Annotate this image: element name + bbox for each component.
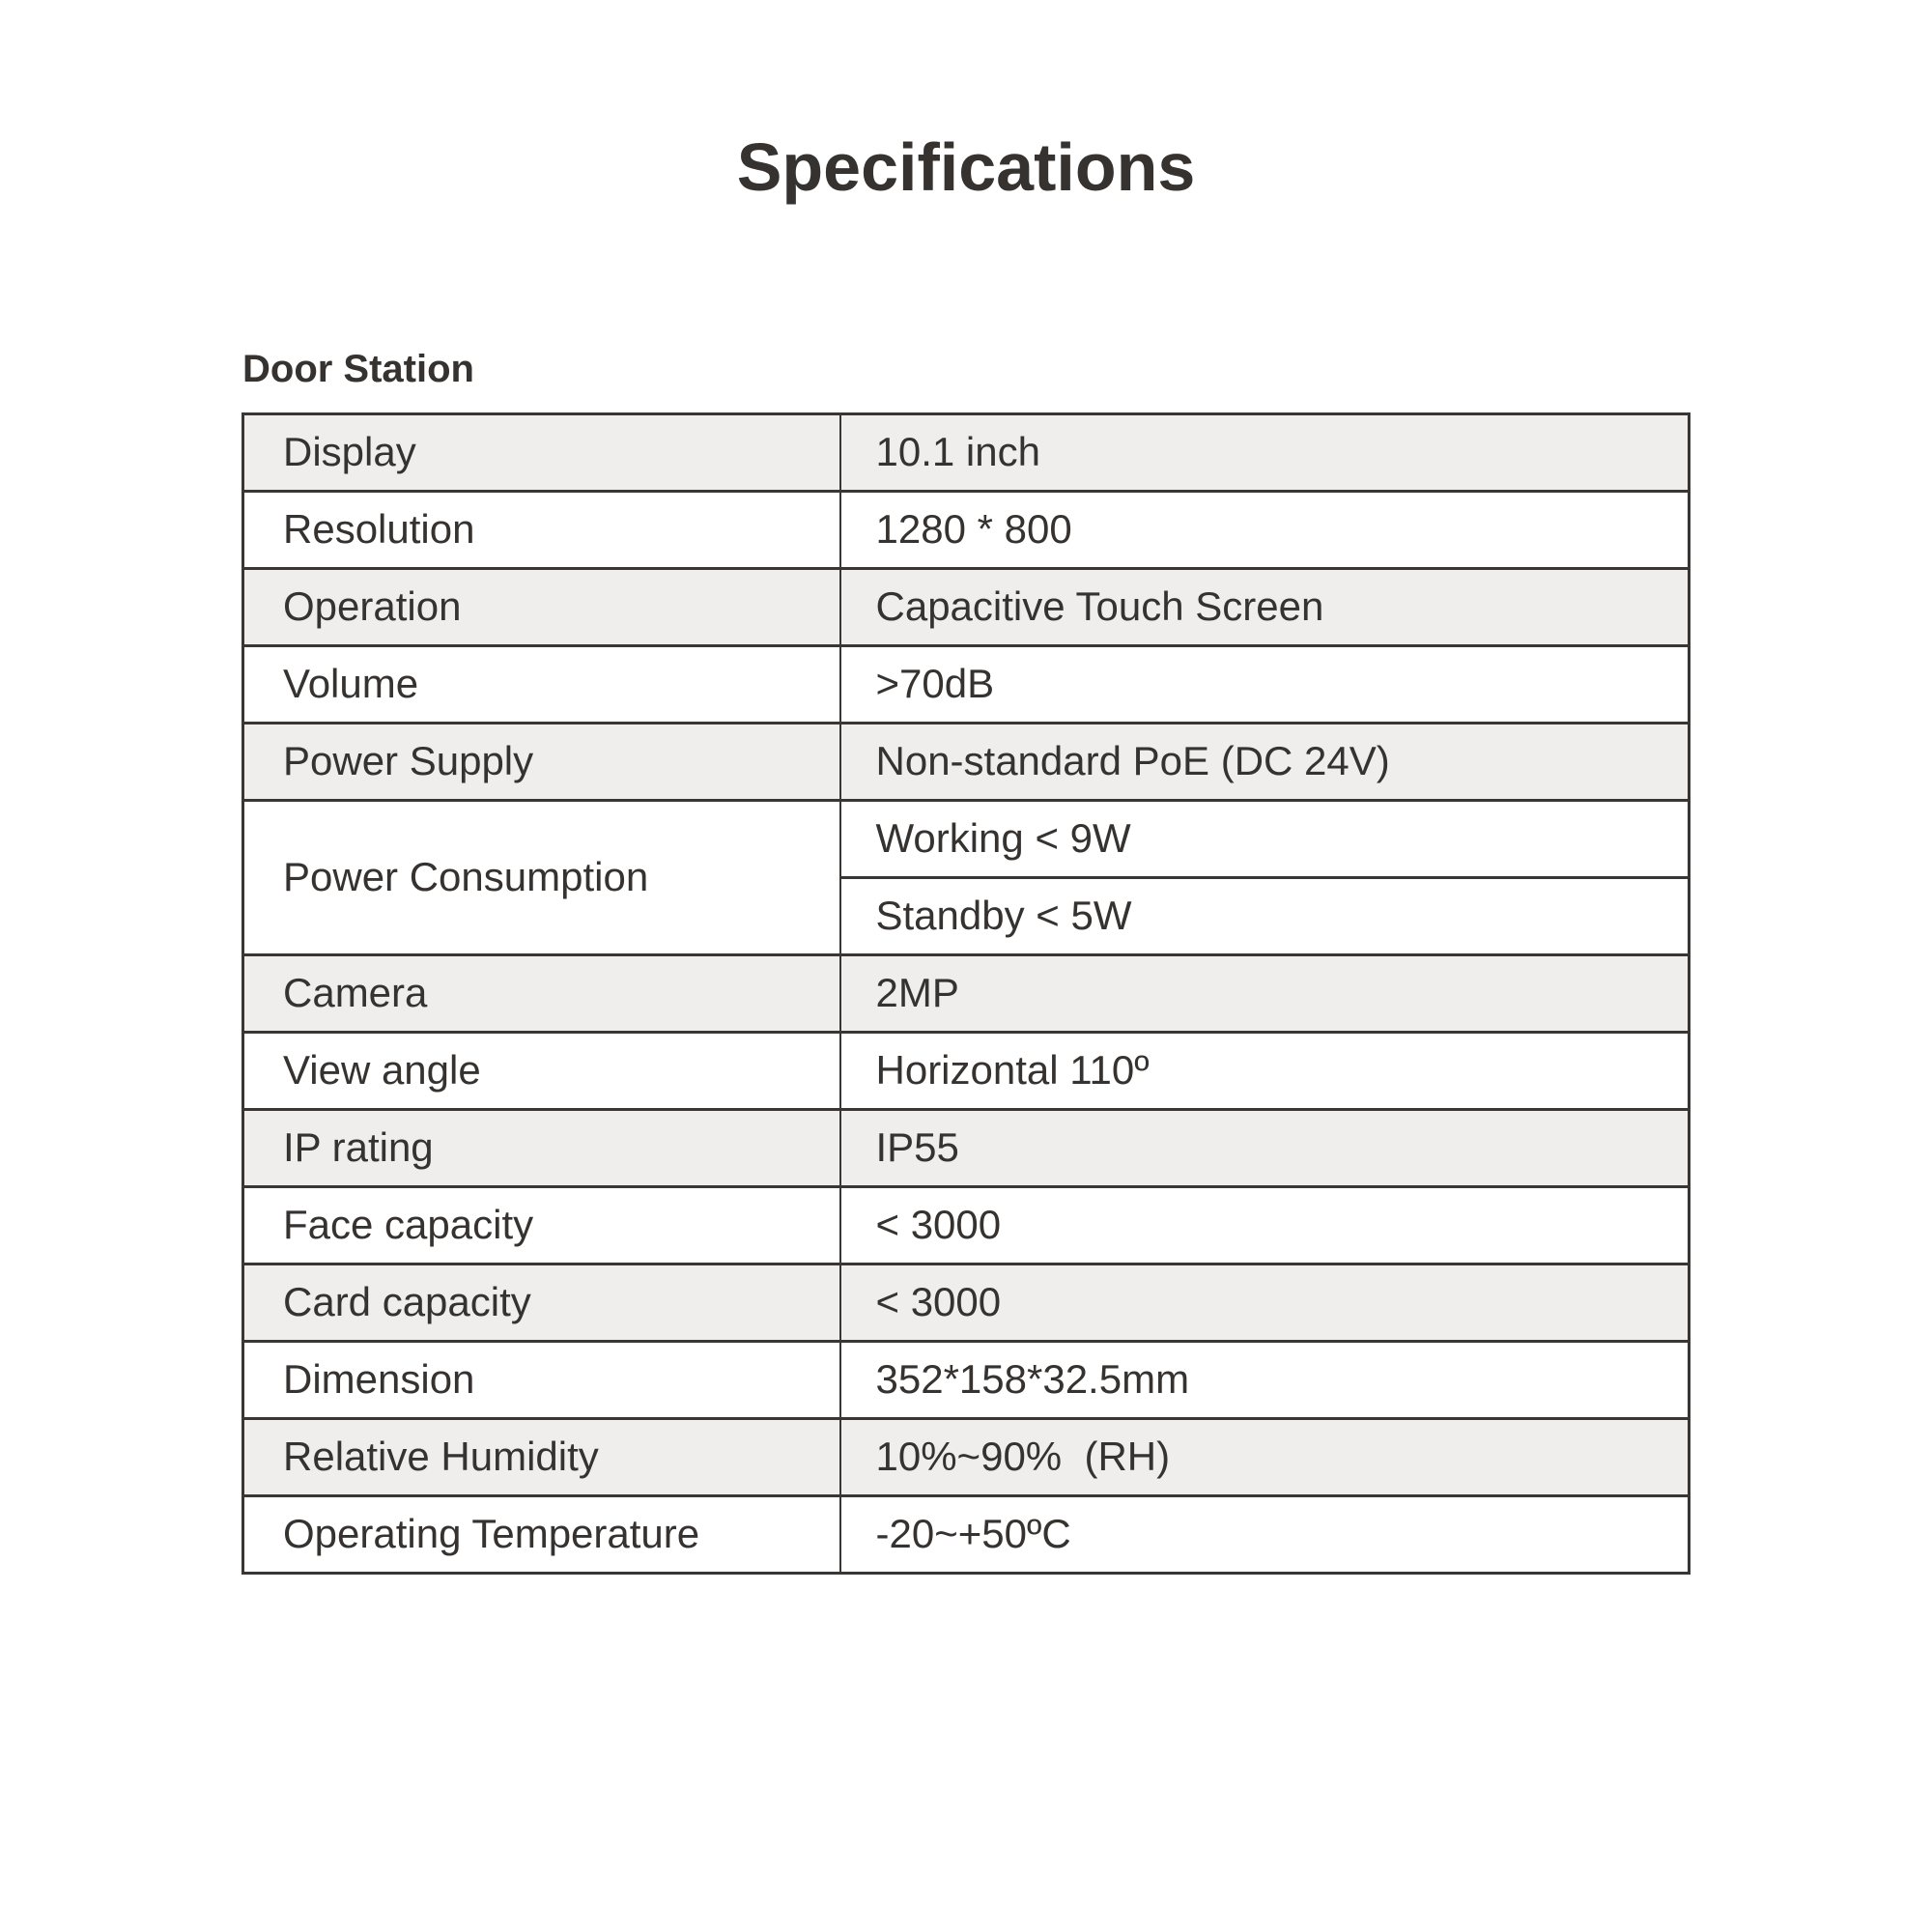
table-row-power-supply [243, 724, 1690, 801]
table-row-operation [243, 569, 1690, 646]
page-title: Specifications [736, 129, 1196, 205]
spec-value: >70dB [840, 646, 1690, 724]
spec-label: View angle [243, 1033, 840, 1110]
spec-label: Operating Temperature [243, 1496, 840, 1574]
spec-label: Card capacity [243, 1264, 840, 1342]
spec-value: 352*158*32.5mm [840, 1342, 1690, 1419]
table-row-ip-rating [243, 1110, 1690, 1187]
spec-table [242, 412, 1690, 1575]
table-row-camera [243, 955, 1690, 1033]
table-row-relative-humidity [243, 1419, 1690, 1496]
spec-value: Horizontal 110º [840, 1033, 1690, 1110]
spec-label: IP rating [243, 1110, 840, 1187]
spec-value: 2MP [840, 955, 1690, 1033]
spec-label: Face capacity [243, 1187, 840, 1264]
spec-value: Capacitive Touch Screen [840, 569, 1690, 646]
table-row-face-capacity [243, 1187, 1690, 1264]
spec-value: 10%~90% (RH) [840, 1419, 1690, 1496]
spec-label: Power Consumption [243, 801, 840, 955]
spec-label: Relative Humidity [243, 1419, 840, 1496]
spec-value: < 3000 [840, 1187, 1690, 1264]
table-row-card-capacity [243, 1264, 1690, 1342]
spec-label: Camera [243, 955, 840, 1033]
spec-value: < 3000 [840, 1264, 1690, 1342]
table-row-view-angle [243, 1033, 1690, 1110]
spec-label: Display [243, 414, 840, 492]
spec-value: IP55 [840, 1110, 1690, 1187]
spec-value: Standby < 5W [840, 878, 1690, 955]
table-row-volume [243, 646, 1690, 724]
spec-label: Operation [243, 569, 840, 646]
table-row-dimension [243, 1342, 1690, 1419]
spec-value: -20~+50ºC [840, 1496, 1690, 1574]
spec-label: Power Supply [243, 724, 840, 801]
table-row-power-consumption-working [243, 801, 1690, 878]
spec-value: 1280 * 800 [840, 492, 1690, 569]
table-row-resolution [243, 492, 1690, 569]
spec-value: Non-standard PoE (DC 24V) [840, 724, 1690, 801]
table-row-display [243, 414, 1690, 492]
section-heading-door-station: Door Station [242, 348, 474, 390]
spec-value: 10.1 inch [840, 414, 1690, 492]
spec-label: Resolution [243, 492, 840, 569]
spec-label: Volume [243, 646, 840, 724]
table-row-operating-temperature [243, 1496, 1690, 1574]
spec-label: Dimension [243, 1342, 840, 1419]
spec-value: Working < 9W [840, 801, 1690, 878]
